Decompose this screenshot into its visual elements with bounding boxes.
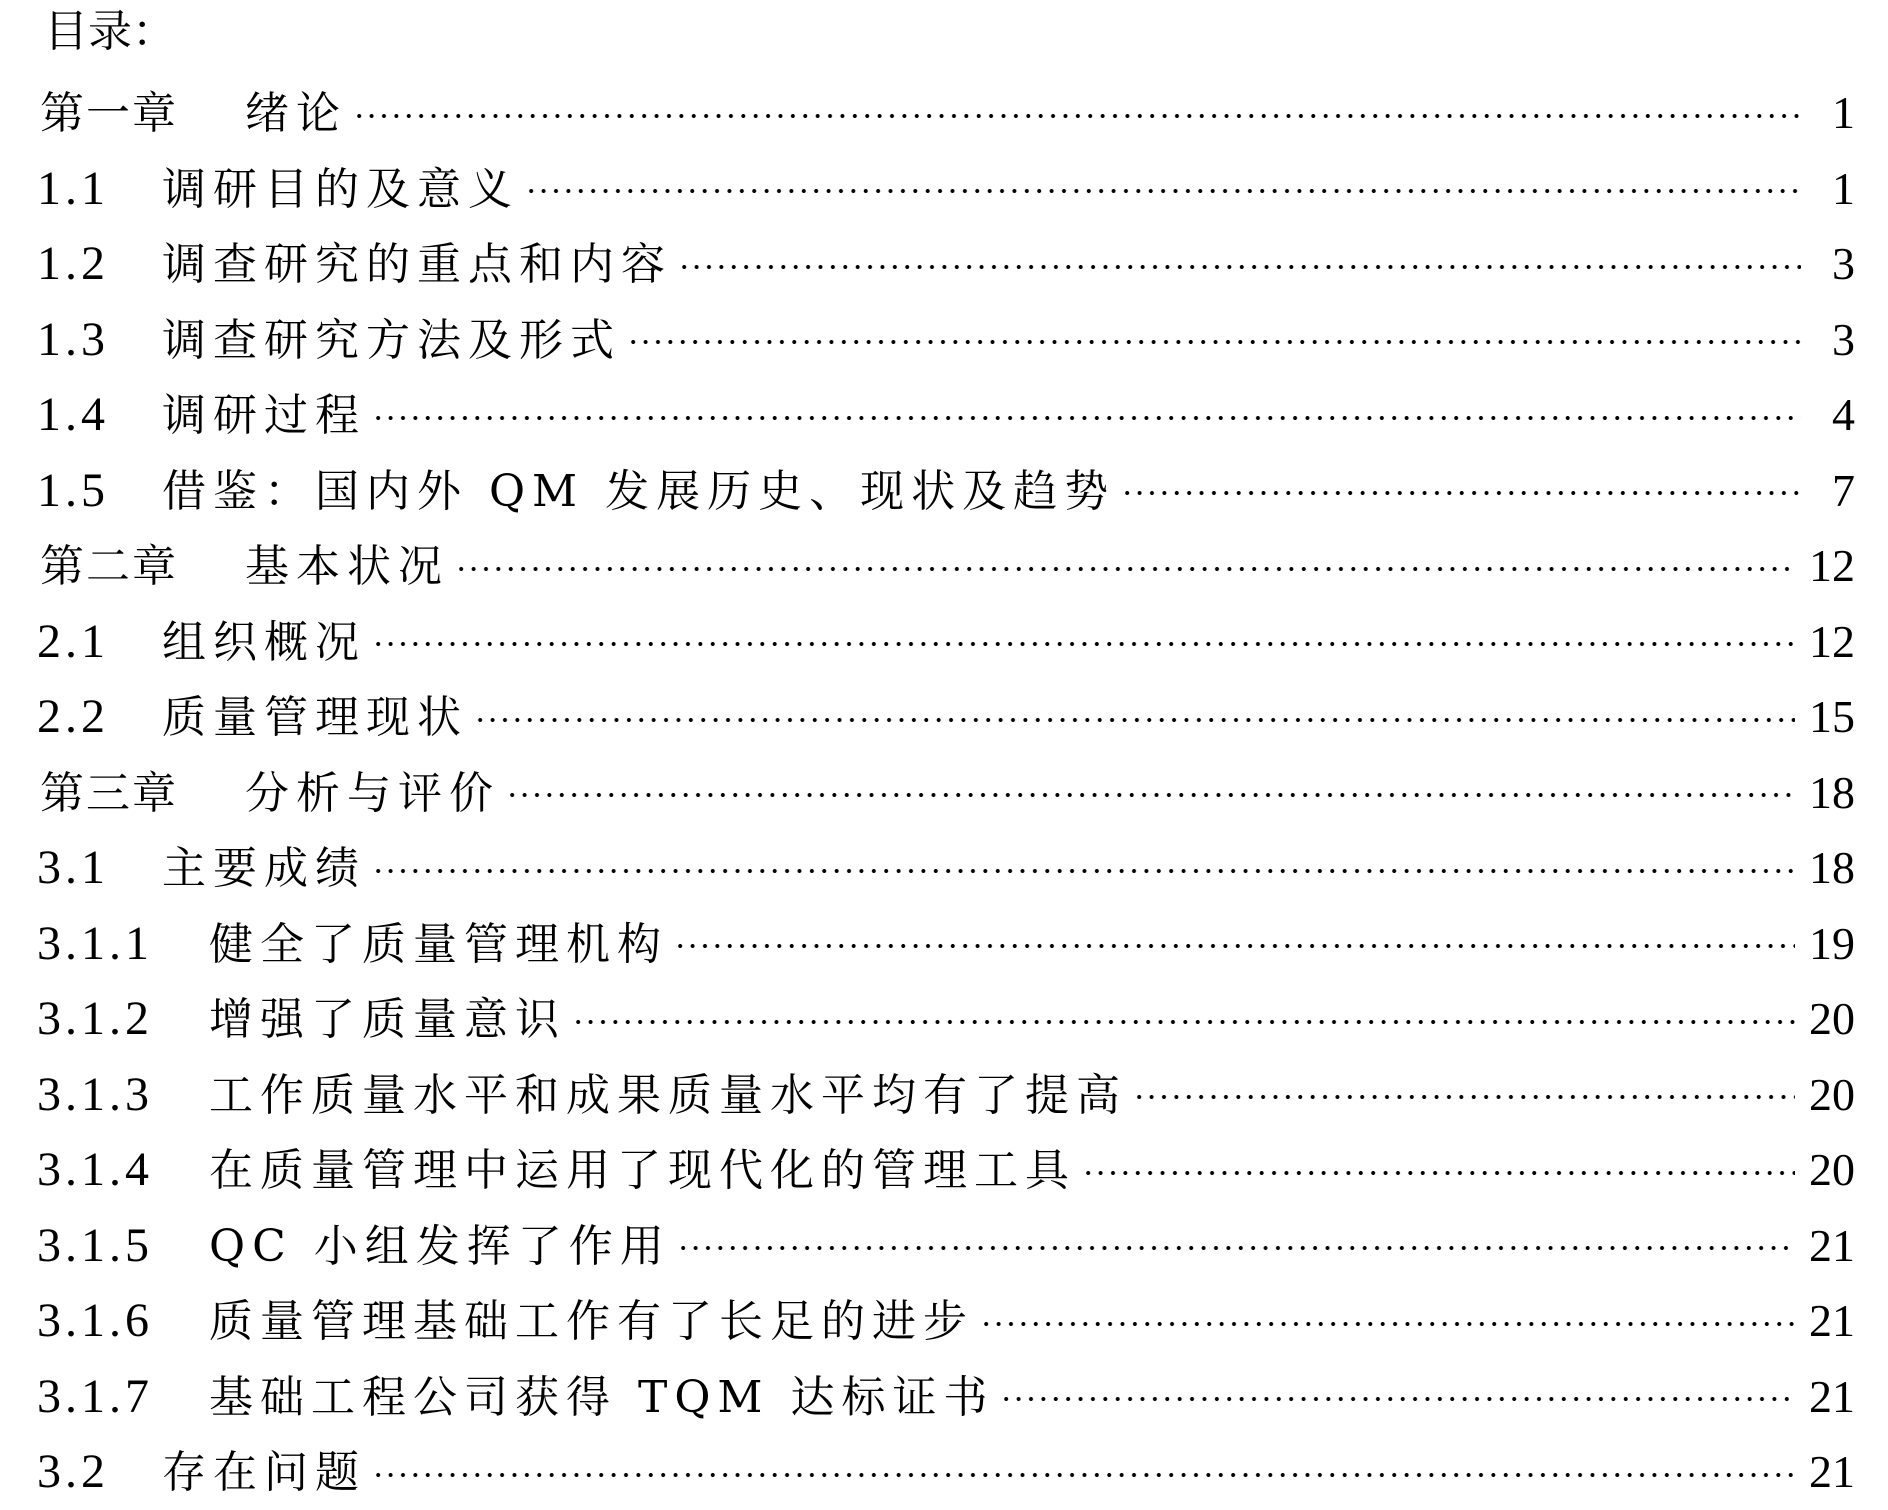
toc-entry-number: 第二章 [40,541,178,592]
toc-entry-title: 调研目的及意义 [162,163,519,215]
toc-entry-title: 借鉴：国内外 QM 发展历史、现状及趋势 [162,465,1116,517]
toc-entry[interactable] [0,75,1888,151]
toc-list [0,75,1888,1510]
dot-leader [678,264,1801,270]
toc-entry-title: QC 小组发挥了作用 [209,1220,671,1272]
dot-leader [677,1245,1795,1251]
dot-leader [372,641,1795,647]
toc-entry-page-number: 20 [1809,1068,1855,1120]
dot-leader [506,792,1795,798]
dot-leader [980,1321,1795,1327]
toc-entry-number: 3.1.1 [37,916,153,970]
toc-entry-number: 3.2 [37,1445,109,1498]
toc-entry[interactable] [0,377,1888,453]
dot-leader [474,717,1795,723]
dot-leader [572,1019,1795,1025]
toc-entry-number: 1.4 [37,388,109,441]
toc-entry[interactable] [0,906,1888,982]
toc-entry-page-number: 1 [1832,162,1855,214]
toc-entry[interactable] [0,1283,1888,1359]
toc-entry-page-number: 4 [1832,389,1855,440]
dot-leader [372,415,1801,421]
toc-entry-number: 3.1 [37,841,109,894]
toc-entry-page-number: 21 [1809,1446,1855,1497]
toc-entry-title: 增强了质量意识 [209,994,566,1045]
toc-entry-page-number: 19 [1809,917,1855,969]
toc-entry-title: 基础工程公司获得 TQM 达标证书 [209,1371,995,1423]
toc-entry-page-number: 20 [1809,993,1855,1044]
toc-entry-title: 分析与评价 [245,767,500,819]
dot-leader [1082,1170,1795,1176]
toc-entry[interactable] [0,528,1888,604]
dot-leader [1000,1396,1795,1402]
toc-entry-page-number: 15 [1809,691,1855,742]
toc-entry[interactable] [0,1434,1888,1510]
toc-entry-page-number: 3 [1832,238,1855,289]
toc-entry-page-number: 12 [1809,540,1855,591]
toc-entry-page-number: 1 [1832,87,1855,138]
toc-entry[interactable] [0,151,1888,227]
toc-heading: 目录： [44,6,176,57]
toc-entry[interactable] [0,1359,1888,1435]
toc-entry[interactable] [0,1208,1888,1284]
toc-entry-number: 1.2 [37,237,109,290]
toc-entry-number: 3.1.4 [37,1143,153,1196]
toc-entry[interactable] [0,755,1888,831]
toc-entry-title: 调研过程 [162,390,366,441]
toc-entry[interactable] [0,1132,1888,1208]
toc-entry-title: 健全了质量管理机构 [209,918,668,970]
toc-entry-number: 3.1.3 [37,1067,153,1121]
dot-leader [1133,1094,1795,1100]
dot-leader [372,868,1795,874]
toc-entry[interactable] [0,302,1888,378]
toc-entry-page-number: 18 [1809,842,1855,893]
toc-entry-title: 工作质量水平和成果质量水平均有了提高 [209,1069,1127,1121]
toc-entry-title: 组织概况 [162,616,366,668]
toc-entry-number: 1.5 [37,463,109,517]
toc-entry-number: 第三章 [40,767,178,819]
dot-leader [372,1472,1795,1478]
toc-entry-page-number: 7 [1832,464,1855,516]
toc-entry-number: 1.3 [37,312,109,366]
toc-entry-number: 3.1.2 [37,992,153,1045]
toc-entry-page-number: 12 [1809,615,1855,667]
toc-entry-page-number: 20 [1809,1144,1855,1195]
toc-entry[interactable] [0,453,1888,529]
dot-leader [674,943,1795,949]
toc-entry-title: 在质量管理中运用了现代化的管理工具 [209,1145,1076,1196]
toc-entry[interactable] [0,830,1888,906]
toc-entry-number: 3.1.7 [37,1369,153,1423]
toc-entry[interactable] [0,1057,1888,1133]
dot-leader [353,113,1801,119]
toc-entry-number: 3.1.6 [37,1294,153,1347]
toc-entry[interactable] [0,604,1888,680]
toc-entry-page-number: 21 [1809,1370,1855,1422]
toc-entry-title: 绪论 [245,88,347,139]
toc-entry-title: 主要成绩 [162,843,366,894]
toc-entry[interactable] [0,679,1888,755]
toc-entry-page-number: 21 [1809,1219,1855,1271]
toc-entry-title: 质量管理现状 [162,692,468,743]
toc-entry[interactable] [0,981,1888,1057]
toc-entry-title: 存在问题 [162,1447,366,1498]
toc-entry-number: 第一章 [40,88,178,139]
toc-entry-page-number: 3 [1832,313,1855,365]
toc-entry-page-number: 18 [1809,766,1855,818]
dot-leader [1121,490,1801,496]
toc-entry-title: 质量管理基础工作有了长足的进步 [209,1296,974,1347]
toc-entry-title: 调查研究方法及形式 [162,314,621,366]
toc-entry-number: 3.1.5 [37,1218,153,1272]
toc-entry-page-number: 21 [1809,1295,1855,1346]
dot-leader [455,566,1795,572]
toc-entry-number: 2.1 [37,614,109,668]
toc-entry-number: 1.1 [37,161,109,215]
toc-entry-title: 基本状况 [245,541,449,592]
dot-leader [627,339,1801,345]
toc-entry-number: 2.2 [37,690,109,743]
dot-leader [525,188,1801,194]
toc-entry[interactable] [0,226,1888,302]
toc-entry-title: 调查研究的重点和内容 [162,239,672,290]
